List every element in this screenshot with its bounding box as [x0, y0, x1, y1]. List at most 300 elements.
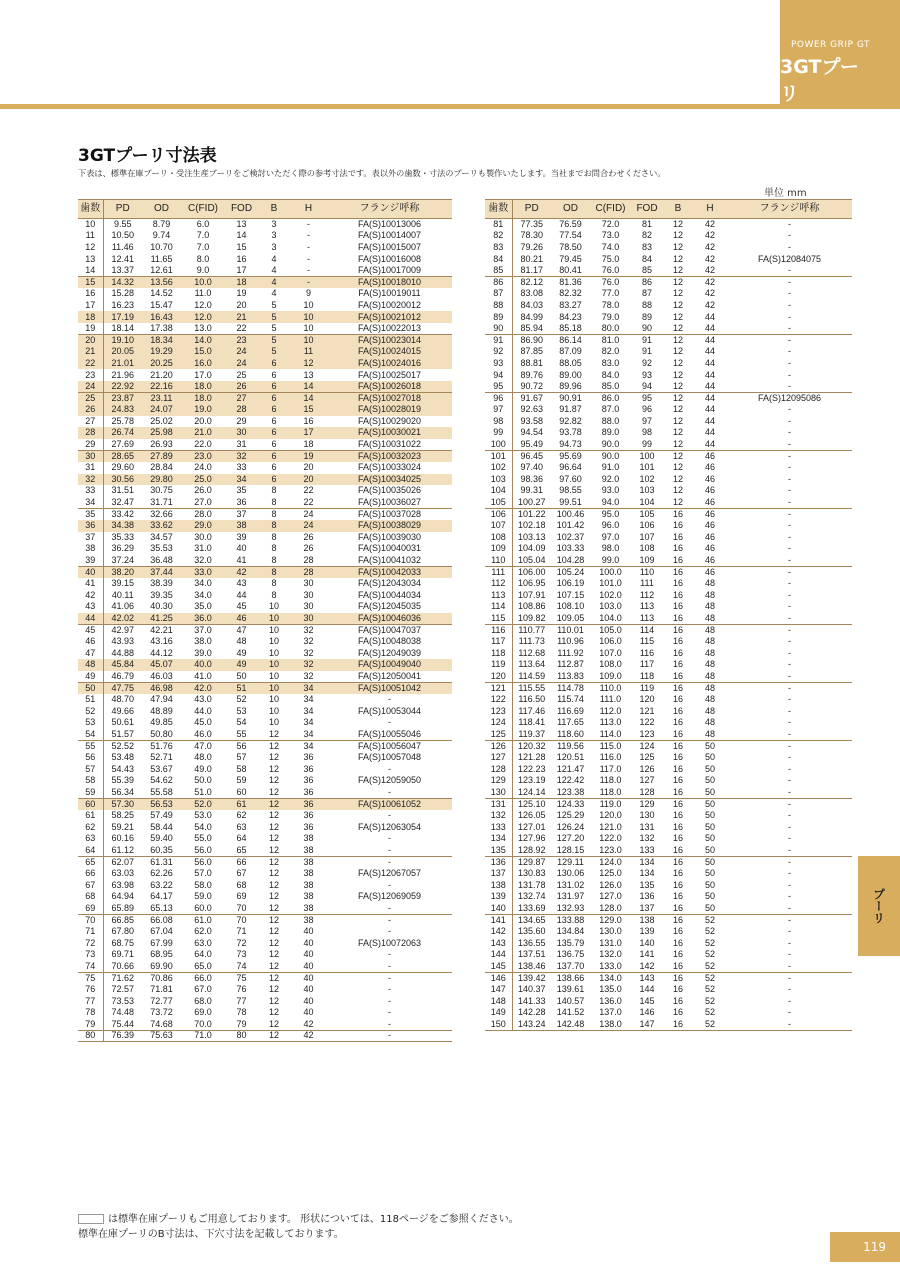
- column-header: OD: [551, 200, 590, 219]
- table-cell: 136.75: [556, 949, 585, 960]
- table-cell: 72: [78, 937, 103, 949]
- table-row: [485, 439, 852, 451]
- table-cell: 39: [236, 531, 247, 542]
- table-cell: 12: [268, 902, 279, 913]
- table-cell: 111: [485, 566, 512, 578]
- table-cell: -: [307, 241, 310, 252]
- table-cell: -: [788, 844, 791, 855]
- table-cell: 92.82: [559, 415, 582, 426]
- table-cell: 44: [704, 346, 715, 357]
- table-cell: 6: [258, 427, 290, 439]
- table-cell: 29.0: [181, 520, 225, 532]
- table-cell: 21.96: [111, 369, 135, 380]
- table-cell: 52.52: [103, 740, 142, 752]
- table-cell: 123: [485, 705, 512, 717]
- table-cell: 56: [225, 740, 258, 752]
- table-cell: 32: [303, 670, 314, 681]
- table-cell: 16: [672, 578, 683, 589]
- table-cell: 121.0: [599, 821, 622, 832]
- table-row: [485, 647, 852, 659]
- table-row: [485, 392, 852, 404]
- table-cell: 16: [672, 810, 683, 821]
- table-cell: 72.0: [601, 219, 620, 230]
- table-cell: -: [727, 856, 852, 868]
- table-cell: 17.19: [103, 311, 142, 323]
- table-cell: 26: [303, 531, 314, 542]
- table-cell: 131.0: [599, 937, 622, 948]
- table-cell: -: [788, 879, 791, 890]
- column-header: フランジ呼称: [727, 200, 852, 219]
- table-row: [485, 972, 852, 984]
- table-cell: 126.24: [556, 821, 585, 832]
- table-cell: 82: [485, 230, 512, 242]
- table-cell: 31.71: [150, 496, 173, 507]
- table-cell: 109.82: [517, 612, 546, 623]
- table-cell: 129.87: [512, 856, 551, 868]
- table-cell: 19: [78, 323, 103, 335]
- table-cell: 128.92: [517, 844, 546, 855]
- table-cell: 141: [639, 949, 655, 960]
- table-cell: 124.0: [590, 856, 631, 868]
- table-cell: -: [788, 554, 791, 565]
- table-cell: 78.30: [520, 230, 544, 241]
- table-cell: 16: [663, 566, 693, 578]
- table-cell: 33.42: [103, 508, 142, 520]
- table-cell: FA(S)12063054: [357, 821, 422, 832]
- table-cell: 5: [258, 334, 290, 346]
- table-row: [485, 868, 852, 880]
- table-cell: FA(S)10040031: [357, 543, 422, 554]
- table-cell: 76.59: [559, 219, 582, 230]
- table-row: [485, 949, 852, 961]
- table-cell: 10: [268, 636, 279, 647]
- table-row: [78, 705, 452, 717]
- table-cell: 52: [693, 972, 727, 984]
- table-cell: 8: [271, 496, 277, 507]
- table-cell: 139.61: [556, 983, 585, 994]
- table-cell: 12: [663, 334, 693, 346]
- table-cell: 99.31: [520, 485, 544, 496]
- table-cell: 102: [485, 462, 512, 474]
- table-cell: 42: [704, 288, 715, 299]
- table-cell: 68: [236, 879, 247, 890]
- table-row: [485, 1018, 852, 1030]
- table-cell: 55: [236, 728, 247, 739]
- table-cell: FA(S)10072063: [357, 937, 422, 948]
- table-cell: 117: [639, 659, 655, 670]
- table-cell: 38: [78, 543, 103, 555]
- table-cell: 105.0: [590, 624, 631, 636]
- table-cell: 56.53: [142, 798, 181, 810]
- table-cell: -: [388, 902, 391, 913]
- table-cell: 95: [485, 381, 512, 393]
- table-row: [485, 276, 852, 288]
- table-cell: 90.0: [601, 438, 620, 449]
- table-cell: FA(S)10019011: [358, 288, 421, 299]
- table-cell: 16: [672, 821, 683, 832]
- table-cell: 59: [78, 787, 103, 799]
- table-cell: 50: [693, 740, 727, 752]
- table-cell: 67.99: [150, 937, 173, 948]
- table-cell: 115: [485, 613, 512, 625]
- table-cell: 50.0: [194, 775, 212, 786]
- table-cell: 26.0: [194, 485, 212, 496]
- table-cell: 71: [236, 926, 247, 937]
- table-row: [78, 311, 452, 323]
- table-cell: 63.98: [111, 879, 135, 890]
- table-row: [78, 763, 452, 775]
- table-cell: 143: [485, 937, 512, 949]
- table-row: [78, 427, 452, 439]
- table-cell: 30.56: [103, 474, 142, 486]
- table-row: [78, 624, 452, 636]
- table-row: [485, 369, 852, 381]
- table-cell: 43: [236, 578, 247, 589]
- table-cell: 46.79: [111, 670, 135, 681]
- table-cell: 105.24: [551, 566, 590, 578]
- table-cell: 115: [639, 636, 655, 647]
- table-cell: 140: [639, 937, 655, 948]
- table-header-row: [485, 200, 852, 219]
- table-cell: 12: [672, 241, 683, 252]
- table-cell: 99: [641, 438, 652, 449]
- table-cell: 44: [693, 392, 727, 404]
- table-cell: FA(S)10029020: [357, 415, 422, 426]
- table-row: [78, 891, 452, 903]
- table-cell: 124.33: [551, 798, 590, 810]
- table-row: [485, 624, 852, 636]
- table-cell: FA(S)10023014: [327, 334, 452, 346]
- table-cell: 85.94: [520, 322, 544, 333]
- table-cell: -: [788, 404, 791, 415]
- table-cell: 50: [78, 682, 103, 694]
- table-cell: 55: [78, 740, 103, 752]
- table-cell: 52: [704, 960, 715, 971]
- table-cell: 12: [268, 937, 279, 948]
- table-cell: 44: [236, 589, 247, 600]
- table-row: [78, 578, 452, 590]
- table-row: [78, 230, 452, 242]
- table-cell: 117: [485, 636, 512, 648]
- table-cell: 46: [704, 485, 715, 496]
- table-cell: -: [788, 636, 791, 647]
- table-cell: 114.0: [599, 728, 622, 739]
- table-cell: 71: [78, 926, 103, 938]
- table-cell: 97.60: [559, 473, 582, 484]
- table-cell: 87: [485, 288, 512, 300]
- table-row: [485, 926, 852, 938]
- table-cell: 12: [672, 496, 683, 507]
- column-header: PD: [103, 200, 142, 219]
- table-cell: 117.0: [599, 763, 622, 774]
- table-cell: 48: [236, 636, 247, 647]
- table-cell: 57.30: [103, 798, 142, 810]
- table-cell: 141.33: [517, 995, 546, 1006]
- table-cell: 38: [303, 844, 314, 855]
- table-cell: 94: [485, 369, 512, 381]
- table-cell: 77.54: [559, 230, 582, 241]
- table-cell: 53.67: [150, 763, 173, 774]
- legend-swatch: [78, 1214, 104, 1224]
- table-cell: 25.0: [181, 474, 225, 486]
- table-cell: 72.77: [150, 995, 173, 1006]
- table-cell: 16: [672, 694, 683, 705]
- table-cell: 33.62: [142, 520, 181, 532]
- table-cell: 64.94: [111, 891, 135, 902]
- table-cell: 64.0: [194, 949, 212, 960]
- table-row: [78, 856, 452, 868]
- table-cell: 127.0: [599, 891, 622, 902]
- table-cell: 122: [639, 717, 655, 728]
- table-cell: -: [788, 299, 791, 310]
- table-cell: 18.14: [111, 322, 135, 333]
- table-cell: 117.46: [518, 705, 546, 716]
- table-cell: 80.0: [601, 322, 620, 333]
- table-cell: 58.25: [111, 810, 135, 821]
- table-cell: FA(S)10015007: [357, 241, 422, 252]
- table-cell: 52: [704, 983, 715, 994]
- table-cell: 23: [78, 369, 103, 381]
- table-row: [78, 821, 452, 833]
- table-cell: 82: [641, 230, 652, 241]
- table-cell: 126: [485, 740, 512, 752]
- table-cell: 48: [704, 636, 715, 647]
- table-cell: 110: [631, 566, 663, 578]
- table-cell: 38: [303, 879, 314, 890]
- table-cell: 25: [78, 392, 103, 404]
- table-cell: 85.18: [559, 322, 582, 333]
- table-cell: 49: [236, 647, 247, 658]
- table-cell: 88.81: [520, 357, 544, 368]
- table-row: [78, 462, 452, 474]
- table-cell: 50: [704, 891, 715, 902]
- table-cell: 36.48: [150, 554, 173, 565]
- table-cell: 116: [639, 647, 655, 658]
- table-row: [485, 520, 852, 532]
- table-cell: 148: [485, 995, 512, 1007]
- table-row: [78, 392, 452, 404]
- table-cell: 35: [78, 508, 103, 520]
- table-cell: 38: [290, 914, 327, 926]
- table-cell: 127.01: [517, 821, 546, 832]
- table-cell: 44: [704, 404, 715, 415]
- table-cell: 28: [225, 404, 258, 416]
- table-row: [485, 578, 852, 590]
- table-cell: FA(S)10041032: [357, 554, 422, 565]
- table-cell: 108: [485, 532, 512, 544]
- table-cell: 43.16: [150, 636, 173, 647]
- table-cell: 109.0: [599, 670, 622, 681]
- table-cell: 44: [693, 334, 727, 346]
- table-cell: -: [788, 763, 791, 774]
- table-cell: 16: [672, 705, 683, 716]
- table-cell: -: [788, 346, 791, 357]
- table-cell: 48: [704, 694, 715, 705]
- table-cell: 40: [303, 960, 314, 971]
- table-cell: 112.68: [518, 647, 546, 658]
- table-cell: 9.74: [152, 230, 171, 241]
- table-cell: 16: [663, 914, 693, 926]
- column-header: H: [290, 200, 327, 219]
- table-cell: 107.0: [599, 647, 622, 658]
- table-cell: 37: [78, 532, 103, 544]
- table-cell: 80.41: [559, 264, 582, 275]
- table-cell: 43.93: [111, 636, 135, 647]
- table-cell: 94.0: [601, 496, 620, 507]
- table-cell: 81: [641, 219, 652, 230]
- table-cell: -: [788, 670, 791, 681]
- table-cell: 38: [303, 833, 314, 844]
- table-cell: 103: [485, 474, 512, 486]
- table-cell: -: [788, 833, 791, 844]
- table-cell: 69.0: [194, 1007, 212, 1018]
- table-cell: 102.37: [556, 531, 585, 542]
- table-cell: 15: [78, 276, 103, 288]
- table-cell: 57: [78, 763, 103, 775]
- table-cell: 15.47: [150, 299, 173, 310]
- table-cell: 44: [704, 369, 715, 380]
- table-cell: 60.16: [111, 833, 135, 844]
- table-cell: 50: [704, 775, 715, 786]
- table-cell: 50: [704, 879, 715, 890]
- table-cell: 46: [704, 473, 715, 484]
- table-cell: 34.57: [150, 531, 173, 542]
- table-cell: 48: [704, 589, 715, 600]
- table-row: [485, 543, 852, 555]
- table-cell: FA(S)10061052: [327, 798, 452, 810]
- table-cell: 90.72: [520, 380, 544, 391]
- table-cell: 48: [704, 578, 715, 589]
- table-cell: 12: [268, 821, 279, 832]
- table-cell: 30: [78, 450, 103, 462]
- table-cell: 130.06: [556, 868, 585, 879]
- table-cell: -: [388, 983, 391, 994]
- table-row: [78, 439, 452, 451]
- table-cell: 85: [485, 265, 512, 277]
- table-cell: 132: [639, 833, 655, 844]
- table-cell: 130: [639, 810, 655, 821]
- table-cell: 33: [236, 462, 247, 473]
- table-cell: 5: [271, 322, 277, 333]
- table-cell: 101: [639, 462, 655, 473]
- table-cell: 112.87: [557, 659, 584, 670]
- table-cell: 20: [303, 462, 314, 473]
- table-cell: 147: [631, 1018, 663, 1030]
- table-cell: 102: [639, 473, 655, 484]
- table-cell: 12: [290, 358, 327, 370]
- table-cell: -: [327, 856, 452, 868]
- table-cell: 142.48: [551, 1018, 590, 1030]
- table-cell: 8: [271, 578, 277, 589]
- table-cell: 12: [672, 288, 683, 299]
- table-cell: 118.0: [599, 775, 622, 786]
- table-cell: 119: [485, 659, 512, 671]
- table-cell: FA(S)10027018: [327, 392, 452, 404]
- table-cell: 99.51: [559, 496, 582, 507]
- table-cell: 118.41: [518, 717, 546, 728]
- table-cell: 78: [236, 1007, 247, 1018]
- table-cell: 129.11: [551, 856, 590, 868]
- table-cell: 16: [672, 902, 683, 913]
- table-cell: 4: [271, 253, 277, 264]
- table-cell: 16: [236, 253, 247, 264]
- table-cell: 31: [236, 438, 247, 449]
- table-cell: 34: [303, 728, 314, 739]
- table-cell: 44: [704, 357, 715, 368]
- table-cell: 26: [225, 381, 258, 393]
- table-cell: 10.0: [181, 276, 225, 288]
- table-cell: 45.0: [194, 717, 212, 728]
- table-cell: 113: [485, 590, 512, 602]
- table-cell: FA(S)10014007: [357, 230, 422, 241]
- table-cell: FA(S)10018010: [327, 276, 452, 288]
- table-cell: 48: [704, 601, 715, 612]
- table-cell: 45.07: [142, 659, 181, 671]
- table-cell: 110.0: [590, 682, 631, 694]
- table-cell: 29.80: [142, 474, 181, 486]
- table-row: [485, 914, 852, 926]
- table-cell: 111.0: [599, 694, 622, 705]
- table-cell: -: [788, 659, 791, 670]
- table-cell: 66: [78, 868, 103, 880]
- table-cell: 12: [268, 949, 279, 960]
- table-cell: 124.14: [517, 786, 546, 797]
- table-cell: 127.96: [517, 833, 546, 844]
- table-cell: -: [788, 357, 791, 368]
- table-cell: 35.53: [150, 543, 173, 554]
- table-cell: 40: [303, 983, 314, 994]
- table-cell: 104.09: [517, 543, 546, 554]
- table-cell: 131.02: [556, 879, 585, 890]
- table-cell: 16: [672, 949, 683, 960]
- table-cell: 12: [268, 786, 279, 797]
- table-cell: 35.33: [111, 531, 135, 542]
- table-cell: 12: [663, 276, 693, 288]
- column-header: PD: [512, 200, 551, 219]
- table-cell: 15: [236, 241, 247, 252]
- table-cell: 68: [78, 891, 103, 903]
- table-cell: 22: [303, 485, 314, 496]
- table-cell: 39: [78, 555, 103, 567]
- table-cell: 54.0: [194, 821, 212, 832]
- table-cell: FA(S)10022013: [357, 322, 422, 333]
- table-cell: 14.32: [103, 276, 142, 288]
- table-cell: 36: [236, 496, 247, 507]
- table-cell: -: [307, 219, 310, 230]
- table-row: [78, 636, 452, 648]
- table-cell: 40.0: [181, 659, 225, 671]
- table-cell: 69.71: [111, 949, 135, 960]
- table-cell: 119: [631, 682, 663, 694]
- table-cell: 48: [693, 682, 727, 694]
- table-cell: 16: [672, 833, 683, 844]
- table-cell: 26.74: [103, 427, 142, 439]
- table-cell: 44: [78, 613, 103, 625]
- table-cell: 61: [78, 810, 103, 822]
- table-cell: 114.59: [518, 670, 546, 681]
- table-cell: 16: [672, 960, 683, 971]
- table-row: [78, 404, 452, 416]
- table-cell: 20.25: [142, 358, 181, 370]
- table-cell: 27.0: [194, 496, 212, 507]
- table-cell: 129: [485, 775, 512, 787]
- table-cell: 12: [78, 242, 103, 254]
- table-row: [78, 416, 452, 428]
- table-cell: 79: [236, 1018, 247, 1029]
- table-row: [78, 346, 452, 358]
- table-cell: 12: [672, 415, 683, 426]
- table-cell: 133: [485, 821, 512, 833]
